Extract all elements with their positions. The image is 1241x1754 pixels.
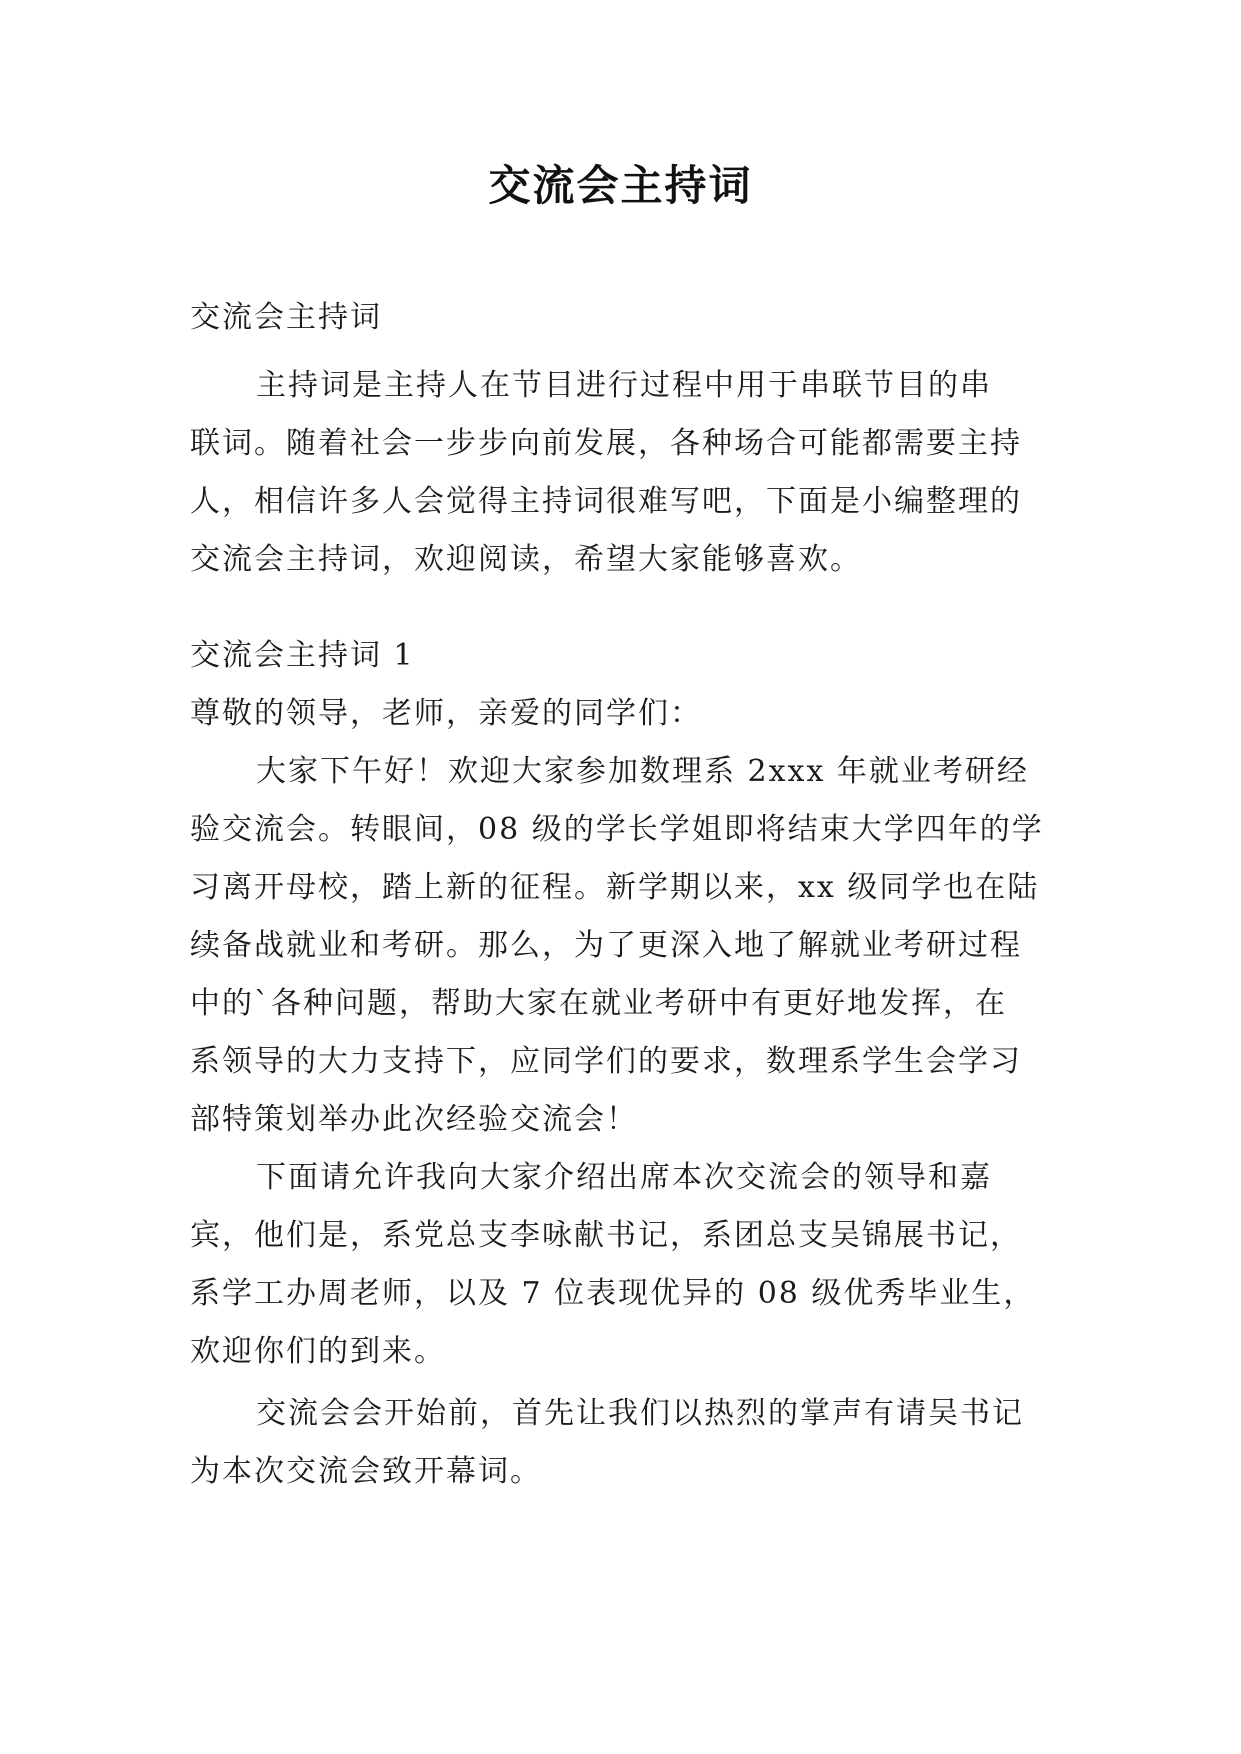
paragraph-line: 部特策划举办此次经验交流会！ bbox=[190, 1102, 638, 1137]
paragraph-line: 系领导的大力支持下，应同学们的要求，数理系学生会学习 bbox=[190, 1044, 1022, 1079]
paragraph-line: 系学工办周老师，以及 7 位表现优异的 08 级优秀毕业生， bbox=[190, 1276, 1036, 1311]
paragraph-line: 验交流会。转眼间，08 级的学长学姐即将结束大学四年的学 bbox=[190, 812, 1044, 847]
paragraph-line: 习离开母校，踏上新的征程。新学期以来，xx 级同学也在陆 bbox=[190, 870, 1040, 905]
intro-line: 人，相信许多人会觉得主持词很难写吧，下面是小编整理的 bbox=[190, 484, 1022, 519]
paragraph-line: 大家下午好！欢迎大家参加数理系 2xxx 年就业考研经 bbox=[256, 754, 1029, 789]
document-subtitle: 交流会主持词 bbox=[190, 300, 382, 335]
paragraph-line: 为本次交流会致开幕词。 bbox=[190, 1454, 542, 1489]
intro-line: 交流会主持词，欢迎阅读，希望大家能够喜欢。 bbox=[190, 542, 862, 577]
paragraph-line: 宾，他们是，系党总支李咏献书记，系团总支吴锦展书记， bbox=[190, 1218, 1022, 1253]
intro-line: 主持词是主持人在节目进行过程中用于串联节目的串 bbox=[256, 368, 992, 403]
document-title: 交流会主持词 bbox=[488, 161, 753, 210]
salutation: 尊敬的领导，老师，亲爱的同学们： bbox=[190, 696, 702, 731]
section-heading: 交流会主持词 1 bbox=[190, 638, 415, 673]
paragraph-line: 中的`各种问题，帮助大家在就业考研中有更好地发挥，在 bbox=[190, 986, 1007, 1021]
paragraph-line: 交流会会开始前，首先让我们以热烈的掌声有请吴书记 bbox=[256, 1396, 1024, 1431]
intro-line: 联词。随着社会一步步向前发展，各种场合可能都需要主持 bbox=[190, 426, 1022, 461]
paragraph-line: 欢迎你们的到来。 bbox=[190, 1334, 446, 1369]
paragraph-line: 下面请允许我向大家介绍出席本次交流会的领导和嘉 bbox=[256, 1160, 992, 1195]
paragraph-line: 续备战就业和考研。那么，为了更深入地了解就业考研过程 bbox=[190, 928, 1022, 963]
